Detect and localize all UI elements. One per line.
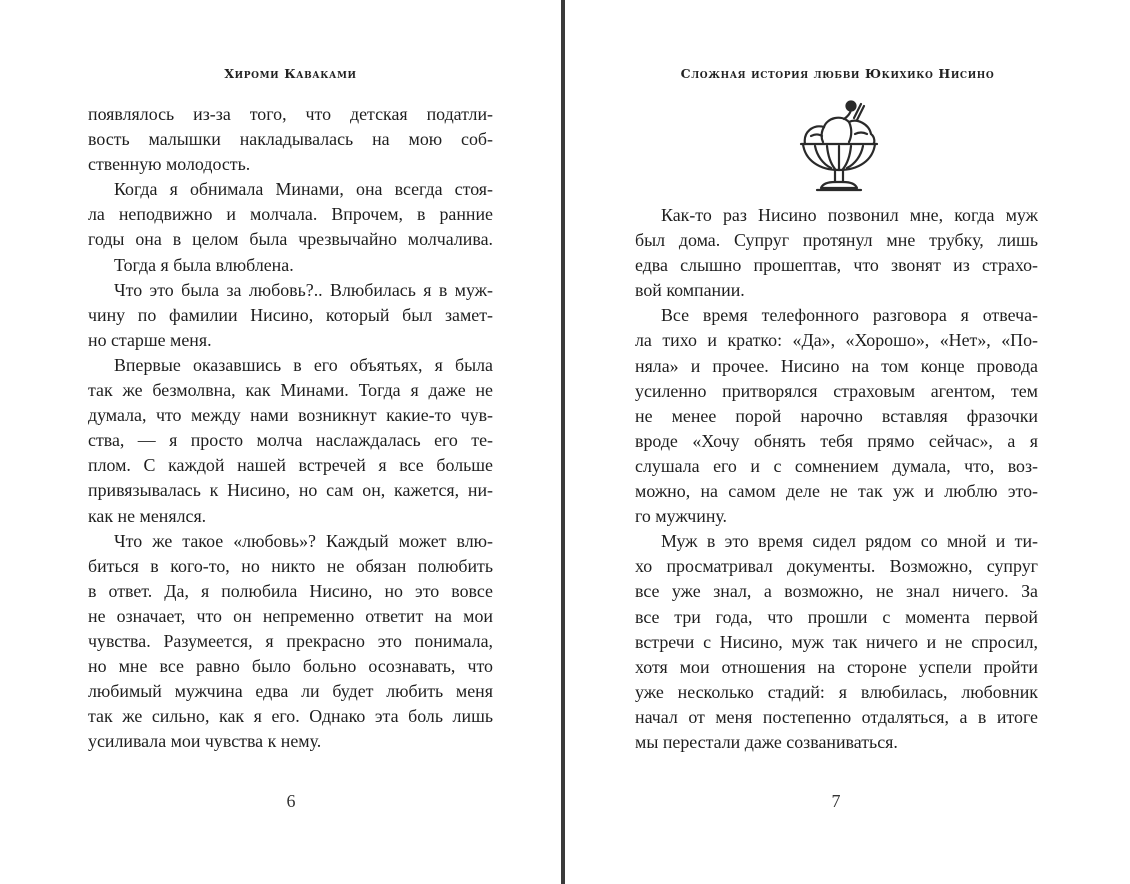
text-line: можно, на самом деле не так уж и люблю это-	[635, 481, 1038, 502]
text-line: едва слышно прошептав, что звонят из страхо-	[635, 255, 1038, 276]
text-line: Все время телефонного разговора я отвеча-	[661, 305, 1038, 326]
text-line: уже несколько стадий: я влюбилась, любовник	[635, 681, 1038, 702]
text-line: Когда я обнимала Минами, она всегда стоя-	[114, 179, 493, 200]
text-line: ла неподвижно и молчала. Впрочем, в ранние	[88, 204, 493, 225]
text-line: так же сильно, как я его. Однако эта боль лишь	[88, 706, 493, 727]
left-page	[0, 0, 561, 884]
text-line: чину по фамилии Нисино, который был замет-	[88, 304, 493, 325]
right-page-number: 7	[831, 791, 841, 811]
text-line: не менее порой нарочно вставляя фразочки	[635, 405, 1038, 426]
text-line: любимый мужчина едва ли будет любить меня	[88, 681, 493, 702]
text-line: чувства. Разумеется, я прекрасно это понимала,	[88, 630, 493, 651]
text-line: вой компании.	[635, 280, 745, 301]
text-line: го мужчину.	[635, 506, 728, 527]
text-line: хотя мои отношения на стороне успели пройти	[635, 656, 1038, 677]
text-line: не означает, что он непременно ответит на мои	[88, 605, 493, 626]
text-line: был дома. Супруг протянул мне трубку, лишь	[635, 230, 1038, 251]
text-line: хо просматривал документы. Возможно, супруг	[635, 556, 1038, 577]
text-line: но мне все равно было больно осознавать, что	[88, 656, 493, 677]
text-line: так же безмолвна, как Минами. Тогда я даже не	[88, 380, 493, 401]
text-line: привязывалась к Нисино, но сам он, кажется, ни-	[88, 480, 493, 501]
text-line: плом. С каждой нашей встречей я все больше	[88, 455, 493, 476]
text-line: Как-то раз Нисино позвонил мне, когда муж	[661, 205, 1038, 225]
left-text-block	[88, 102, 493, 754]
text-line: вость малышки накладывалась на мою соб-	[88, 129, 493, 150]
left-page-number: 6	[286, 791, 296, 811]
text-line: няла» и прочее. Нисино на том конце провода	[635, 355, 1038, 376]
right-text-block	[635, 203, 1038, 755]
text-line: думала, что между нами возникнут какие-то чув-	[88, 405, 493, 426]
right-page	[565, 0, 1130, 884]
text-line: начал от меня постепенно отдаляться, а в итоге	[635, 706, 1038, 727]
left-running-head: Хироми Каваками	[224, 66, 357, 81]
text-line: Что это была за любовь?.. Влюбилась я в муж-	[114, 279, 493, 300]
text-line: Муж в это время сидел рядом со мной и ти-	[661, 531, 1038, 552]
text-line: встречи с Нисино, муж так ничего и не спросил,	[635, 631, 1038, 652]
text-line: Что же такое «любовь»? Каждый может влю-	[114, 530, 493, 551]
text-line: ла тихо и кратко: «Да», «Хорошо», «Нет», «По-	[635, 330, 1038, 351]
text-line: годы она в целом была чрезвычайно молчалива.	[88, 229, 493, 250]
text-line: ственную молодость.	[88, 154, 251, 175]
text-line: усиленно притворялся страховым агентом, тем	[635, 380, 1038, 401]
text-line: усиливала мои чувства к нему.	[88, 731, 322, 752]
text-line: слушала его и с сомнением думала, что, воз-	[635, 455, 1038, 476]
text-line: в ответ. Да, я полюбила Нисино, но это вовсе	[88, 580, 493, 601]
text-line: мы перестали даже созваниваться.	[635, 731, 898, 752]
text-line: Впервые оказавшись в его объятьях, я была	[114, 354, 493, 375]
ice-cream-sundae-icon	[797, 96, 881, 198]
text-line: Тогда я была влюблена.	[114, 254, 294, 275]
text-line: ства, — я просто молча наслаждалась его те-	[88, 430, 493, 451]
right-running-head: Сложная история любви Юкихико Нисино	[680, 66, 995, 81]
text-line: все уже знал, а возможно, не знал ничего. За	[635, 581, 1038, 602]
text-line: биться в кого-то, но никто не обязан полюбить	[88, 555, 493, 576]
text-line: но старше меня.	[88, 329, 212, 350]
text-line: появлялось из-за того, что детская податли-	[88, 104, 493, 124]
text-line: все три года, что прошли с момента первой	[635, 606, 1038, 627]
text-line: как не менялся.	[88, 505, 207, 526]
text-line: вроде «Хочу обнять тебя прямо сейчас», а я	[635, 430, 1038, 451]
